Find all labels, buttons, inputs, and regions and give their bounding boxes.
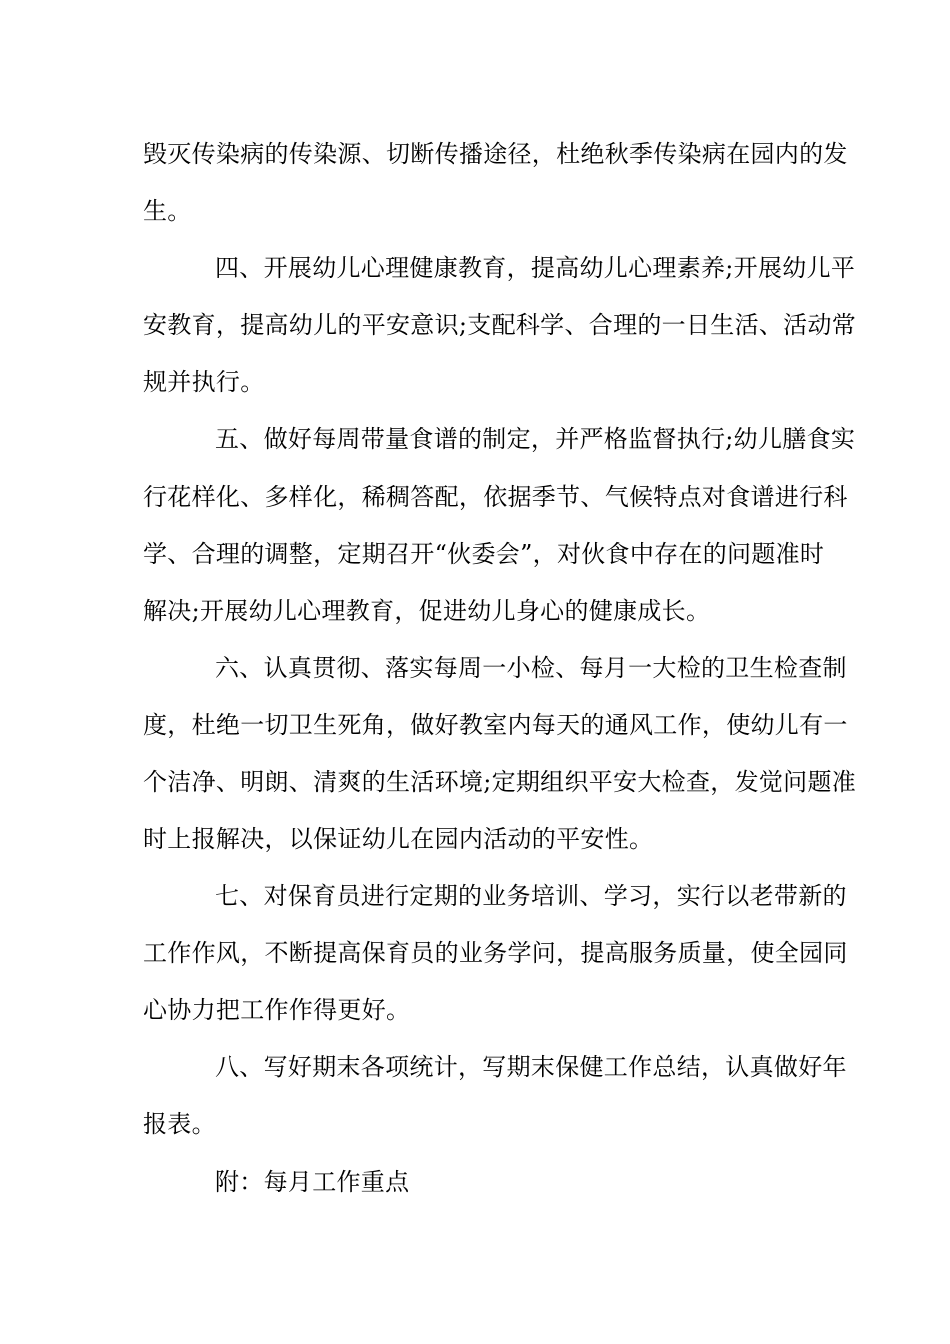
paragraph-line: 个洁净、明朗、清爽的生活环境;定期组织平安大检查，发觉问题准: [143, 768, 857, 796]
paragraph-line: 六、认真贯彻、落实每周一小检、每月一大检的卫生检查制: [215, 654, 847, 682]
paragraph-line: 度，杜绝一切卫生死角，做好教室内每天的通风工作，使幼儿有一: [143, 711, 848, 739]
paragraph-line: 心协力把工作作得更好。: [143, 996, 411, 1024]
paragraph-line: 八、写好期末各项统计，写期末保健工作总结，认真做好年: [215, 1053, 847, 1081]
paragraph-line: 生。: [143, 197, 192, 225]
paragraph-line: 时上报解决，以保证幼儿在园内活动的平安性。: [143, 825, 654, 853]
paragraph-line: 报表。: [143, 1110, 216, 1138]
paragraph-line: 七、对保育员进行定期的业务培训、学习，实行以老带新的: [215, 882, 847, 910]
paragraph-line: 学、合理的调整，定期召开“伙委会”，对伙食中存在的问题准时: [143, 540, 825, 568]
paragraph-line: 解决;开展幼儿心理教育，促进幼儿身心的健康成长。: [143, 597, 711, 625]
paragraph-line: 安教育，提高幼儿的平安意识;支配科学、合理的一日生活、活动常: [143, 311, 857, 339]
paragraph-line: 规并执行。: [143, 368, 265, 396]
paragraph-line: 毁灭传染病的传染源、切断传播途径，杜绝秋季传染病在园内的发: [143, 140, 848, 168]
appendix-heading: 附：每月工作重点: [215, 1168, 410, 1196]
paragraph-line: 四、开展幼儿心理健康教育，提高幼儿心理素养;开展幼儿平: [215, 254, 856, 282]
paragraph-line: 行花样化、多样化，稀稠答配，依据季节、气候特点对食谱进行科: [143, 483, 848, 511]
paragraph-line: 工作作风，不断提高保育员的业务学问，提高服务质量，使全园同: [143, 939, 848, 967]
paragraph-line: 五、做好每周带量食谱的制定，并严格监督执行;幼儿膳食实: [215, 425, 856, 453]
